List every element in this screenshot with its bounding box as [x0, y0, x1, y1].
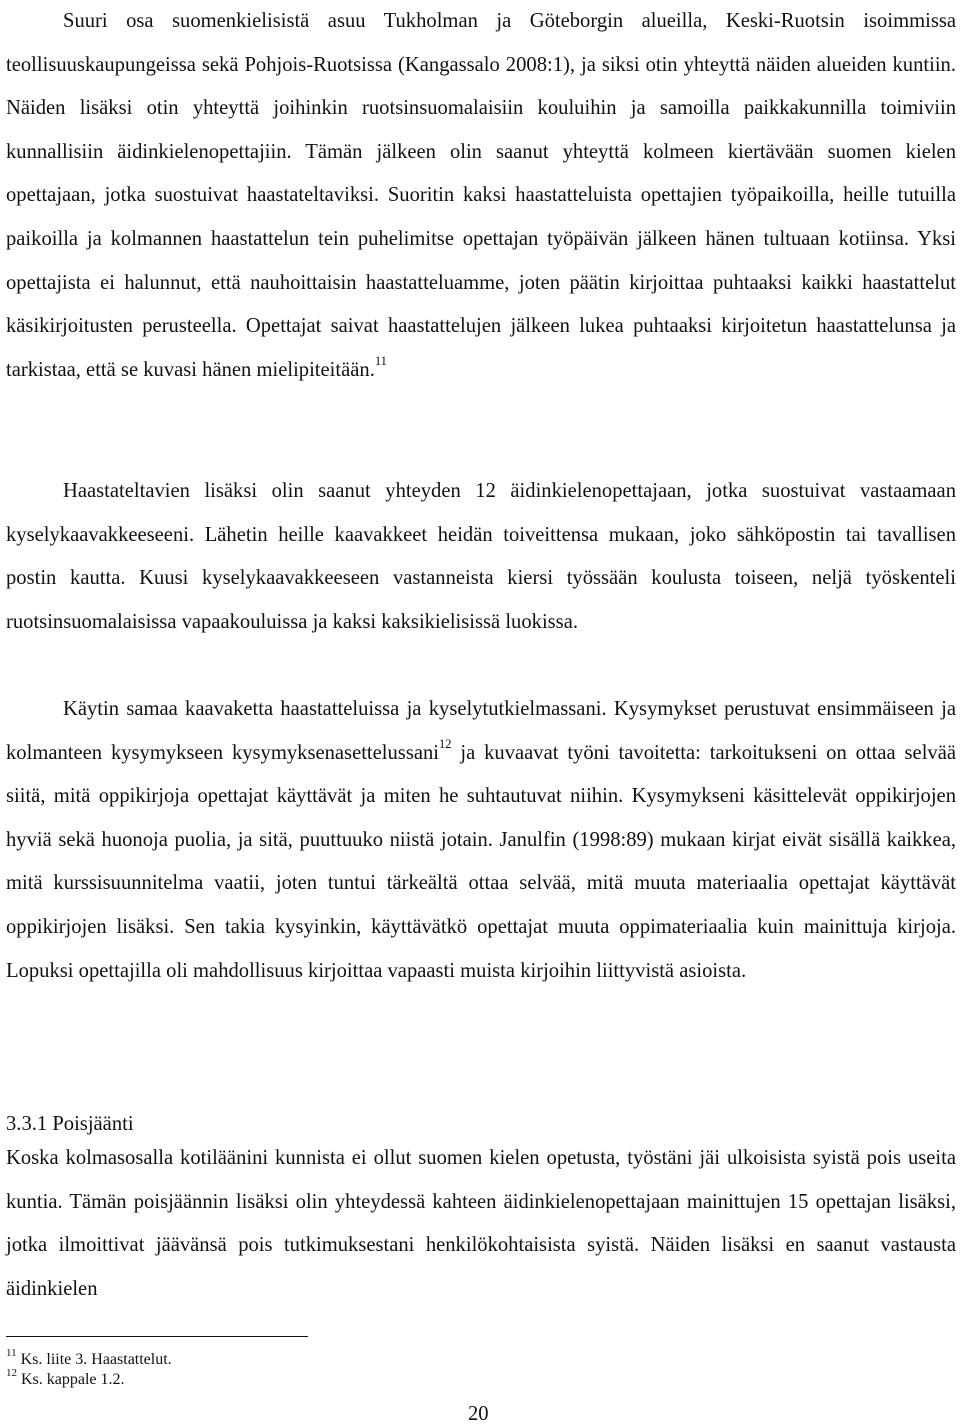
section-heading: 3.3.1 Poisjäänti [6, 1113, 134, 1135]
body-paragraph-3 [6, 688, 956, 993]
footnote-reference: 11 [374, 353, 387, 368]
footnote-11 [6, 1346, 172, 1370]
footnote-text: Ks. liite 3. Haastattelut. [20, 1351, 172, 1368]
paragraph-text: Suuri osa suomenkielisistä asuu Tukholman ja Göteborgin alueilla, Keski-Ruotsin isoimmissa teollisuuskaupungeissa sekä Pohjois-Ruotsissa (Kangassalo 2008:1), ja siksi otin yhteyttä näiden alueiden kuntiin. Näiden lisäksi otin yhteyttä joihinkin ruotsinsuomalaisiin kouluihin ja samoilla paikkakunnilla toimiviin kunnallisiin äidinkielenopettajiin. Tämän jälkeen olin saanut yhteyttä kolmeen kiertävään suomen kielen opettajaan, jotka suostuivat haastateltaviksi. Suoritin kaksi haastatteluista opettajien työpaikoilla, heille tutuilla paikoilla ja kolmannen haastattelun tein puhelimitse opettajan työpäivän jälkeen hänen tultuaan kotiinsa. Yksi opettajista ei halunnut, että nauhoittaisin haastatteluamme, joten päätin kirjoittaa puhtaaksi kaikki haastattelut käsikirjoitusten perusteella. Opettajat saivat haastattelujen jälkeen lukea puhtaaksi kirjoitetun haastattelunsa ja tarkistaa, että se kuvasi hänen mielipiteitään. [6, 10, 956, 381]
footnote-separator [6, 1336, 308, 1337]
footnote-12 [6, 1366, 172, 1390]
paragraph-text: ja kuvaavat työni tavoitetta: tarkoitukseni on ottaa selvää siitä, mitä oppikirjoja opettajat käyttävät ja miten he suhtautuvat niihin. Kysymykseni käsittelevät oppikirjojen hyviä sekä huonoja puolia, ja sitä, puuttuuko niistä jotain. Janulfin (1998:89) mukaan kirjat eivät sisällä kaikkea, mitä kurssisuunnitelma vaatii, joten tuntui tärkeältä ottaa selvää, mitä muuta materiaalia opettajat käyttävät oppikirjojen lisäksi. Sen takia kysyinkin, käyttävätkö opettajat muuta oppimateriaalia kuin mainittuja kirjoja. Lopuksi opettajilla oli mahdollisuus kirjoittaa vapaasti muista kirjoihin liittyvistä asioista. [6, 741, 957, 982]
paragraph-text: Haastateltavien lisäksi olin saanut yhteyden 12 äidinkielenopettajaan, jotka suostuivat vastaamaan kyselykaavakkeeseeni. Lähetin heille kaavakkeet heidän toiveittensa mukaan, joko sähköpostin tai tavallisen postin kautta. Kuusi kyselykaavakkeeseen vastanneista kiersi työssään koulusta toiseen, neljä työskenteli ruotsinsuomalaisissa vapaakouluissa ja kaksi kaksikielisissä luokissa. [6, 480, 956, 633]
footnote-text: Ks. kappale 1.2. [21, 1371, 125, 1388]
paragraph-text: Käytin samaa kaavaketta haastatteluissa ja kyselytutkielmassani. Kysymykset perustuvat ensimmäiseen ja kolmanteen kysymykseen kysymyksenasettelussani [6, 698, 956, 764]
body-paragraph-2 [6, 470, 956, 644]
footnotes [6, 1346, 172, 1390]
body-paragraph-4 [6, 1137, 956, 1311]
footnote-reference: 12 [439, 736, 452, 751]
footnote-number: 12 [6, 1366, 17, 1379]
paragraph-text: Koska kolmasosalla kotiläänini kunnista ei ollut suomen kielen opetusta, työstäni jäi ulkoisista syistä pois useita kuntia. Tämän poisjäännin lisäksi olin yhteydessä kahteen äidinkielenopettajaan mainittujen 15 opettajan lisäksi, jotka ilmoittivat jäävänsä pois tutkimuksestani henkilökohtaisista syistä. Näiden lisäksi en saanut vastausta äidinkielen [6, 1147, 956, 1300]
footnote-number: 11 [6, 1346, 17, 1359]
body-paragraph-1 [6, 0, 956, 392]
page-number: 20 [468, 1403, 489, 1425]
